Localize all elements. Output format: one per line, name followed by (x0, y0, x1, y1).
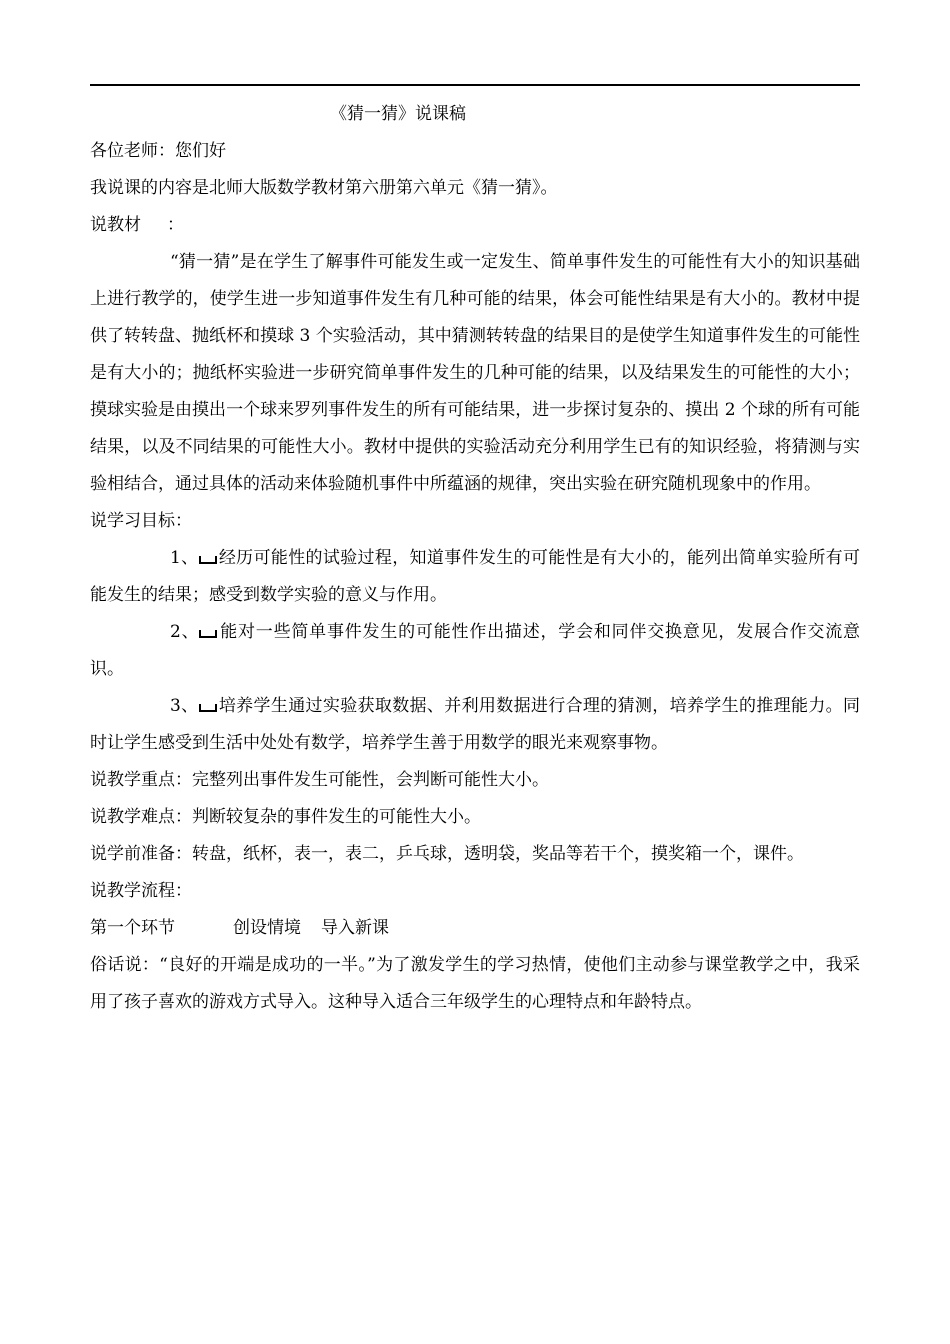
section-material-colon: ： (167, 215, 184, 235)
section-material-label: 说教材 (90, 215, 141, 235)
material-paragraph: “猜一猜”是在学生了解事件可能发生或一定发生、简单事件发生的可能性有大小的知识基础上进行教学的，使学生进一步知道事件发生有几种可能的结果，体会可能性结果是有大小的。教材中提供了转转盘、抛纸杯和摸球 3 个实验活动，其中猜测转转盘的结果目的是使学生知道事件发生的可能性是有大小的；抛纸杯实验进一步研究简单事件发生的几种可能的结果，以及结果发生的可能性的大小；摸球实验是由摸出一个球来罗列事件发生的所有可能结果，进一步探讨复杂的、摸出 2 个球的所有可能结果，以及不同结果的可能性大小。教材中提供的实验活动充分利用学生已有的知识经验，将猜测与实验相结合，通过具体的活动来体验随机事件中所蕴涵的规律，突出实验在研究随机现象中的作用。 (90, 252, 860, 494)
objective-text: 能对一些简单事件发生的可能性作出描述，学会和同伴交换意见，发展合作交流意识。 (90, 622, 860, 679)
objective-item-3 (90, 688, 860, 762)
bracket-icon (199, 630, 217, 638)
greeting: 各位老师：您们好 (90, 141, 226, 161)
stage-title-a: 创设情境 (233, 918, 301, 938)
section-material-heading (90, 207, 860, 244)
stage-name: 第一个环节 (90, 918, 175, 938)
bracket-icon (199, 704, 217, 712)
objective-text: 经历可能性的试验过程，知道事件发生的可能性是有大小的，能列出简单实验所有可能发生的结果；感受到数学实验的意义与作用。 (90, 548, 860, 605)
bracket-icon (199, 556, 217, 564)
difficulty-point: 说教学难点：判断较复杂的事件发生的可能性大小。 (90, 807, 481, 827)
objective-text: 培养学生通过实验获取数据、并利用数据进行合理的猜测，培养学生的推理能力。同时让学生感受到生活中处处有数学，培养学生善于用数学的眼光来观察事物。 (90, 696, 860, 753)
objective-item-2 (90, 614, 860, 688)
document-title: 《猜一猜》说课稿 (330, 104, 466, 124)
header-rule (90, 84, 860, 86)
stage-paragraph: 俗话说：“良好的开端是成功的一半。”为了激发学生的学习热情，使他们主动参与课堂教学之中，我采用了孩子喜欢的游戏方式导入。这种导入适合三年级学生的心理特点和年龄特点。 (90, 955, 860, 1012)
process-heading: 说教学流程： (90, 881, 192, 901)
stage-heading (90, 910, 860, 947)
document-body (90, 96, 860, 1021)
objective-number: 3、 (170, 696, 199, 716)
preparation: 说学前准备：转盘，纸杯，表一，表二，乒乓球，透明袋，奖品等若干个，摸奖箱一个，课件。 (90, 844, 804, 864)
intro-paragraph: 我说课的内容是北师大版数学教材第六册第六单元《猜一猜》。 (90, 178, 558, 198)
stage-title-b: 导入新课 (321, 918, 389, 938)
key-point: 说教学重点：完整列出事件发生可能性，会判断可能性大小。 (90, 770, 549, 790)
objective-item-1 (90, 540, 860, 614)
objectives-heading: 说学习目标： (90, 511, 192, 531)
objective-number: 2、 (170, 622, 200, 642)
objective-number: 1、 (170, 548, 199, 568)
